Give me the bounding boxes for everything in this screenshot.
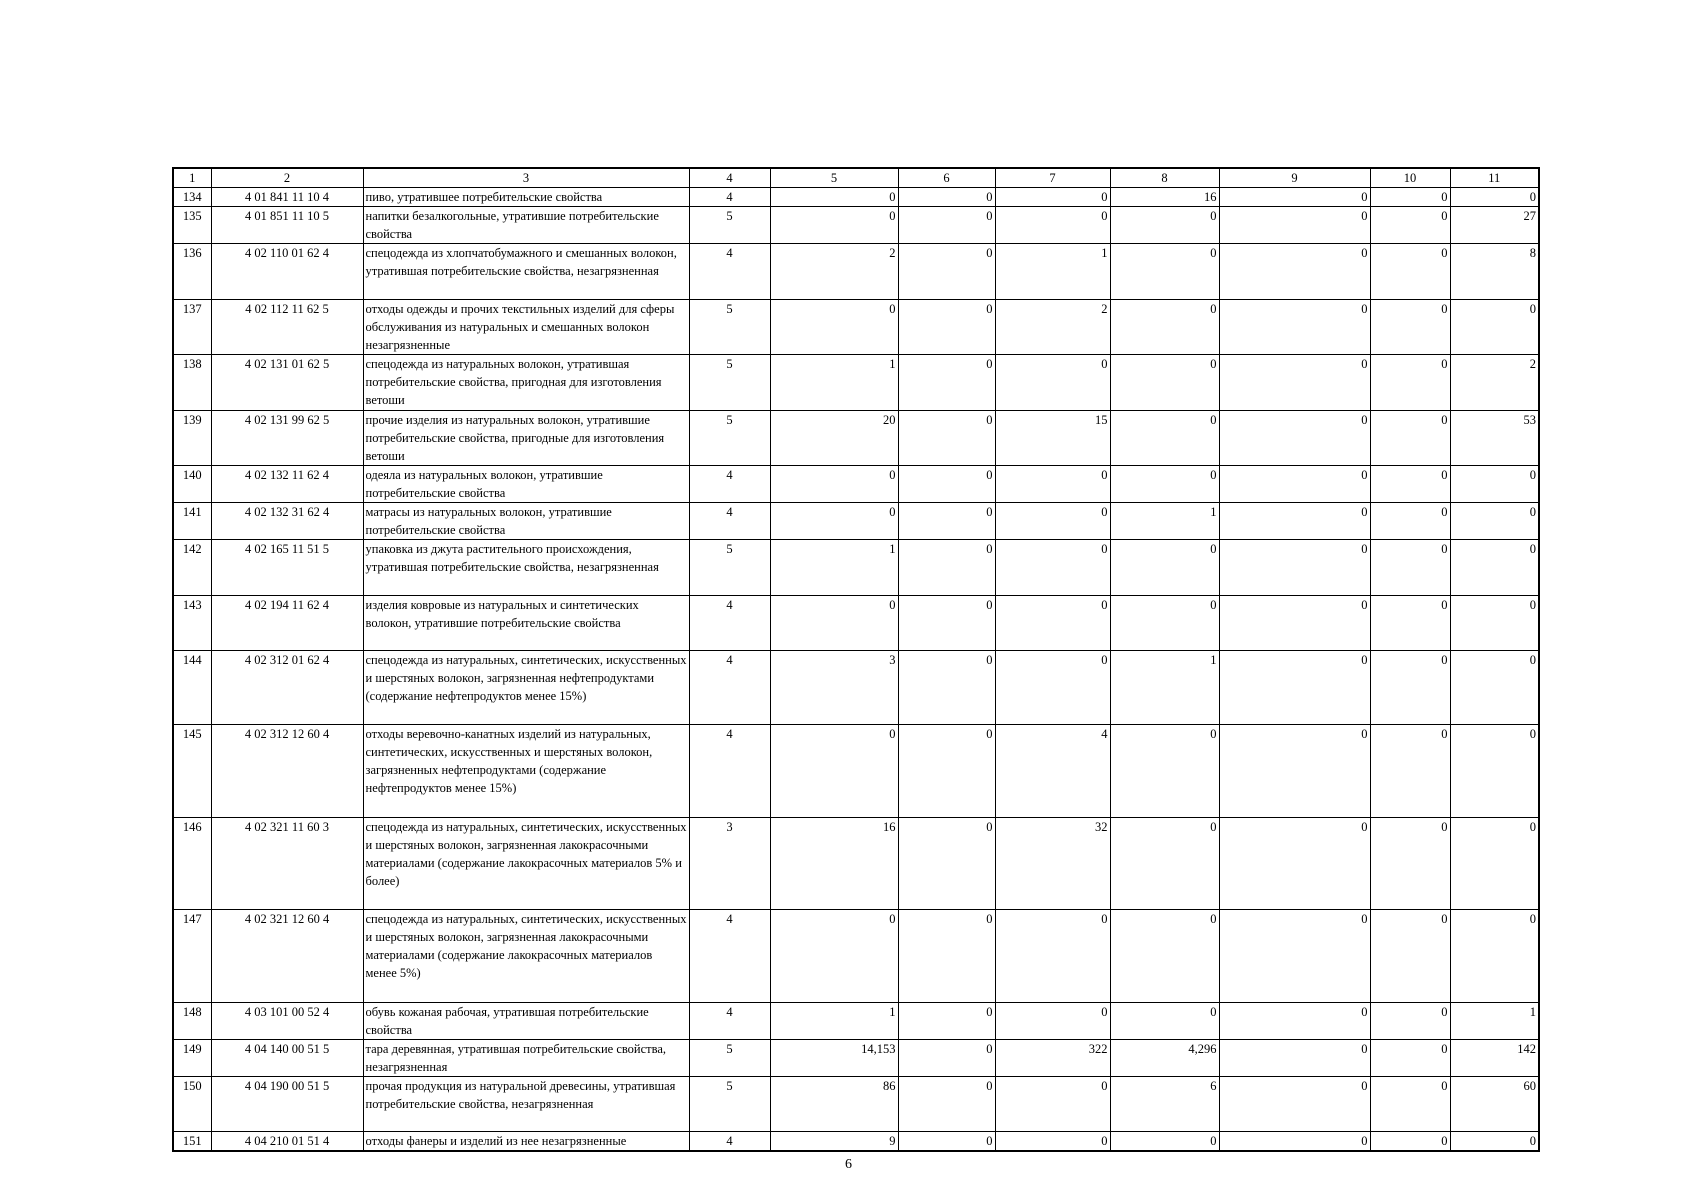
value-10-cell: 0 — [1370, 299, 1450, 355]
row-number-cell: 151 — [173, 1132, 211, 1152]
value-6-cell: 0 — [898, 355, 995, 411]
value-6-cell: 0 — [898, 188, 995, 207]
row-number-cell: 150 — [173, 1076, 211, 1132]
hazard-class-cell: 5 — [689, 207, 770, 244]
table-row — [173, 188, 1539, 207]
value-6-cell: 0 — [898, 651, 995, 725]
waste-name-cell: обувь кожаная рабочая, утратившая потребительские свойства — [363, 1002, 689, 1039]
value-9-cell: 0 — [1219, 503, 1370, 540]
table-row — [173, 244, 1539, 300]
value-10-cell: 0 — [1370, 540, 1450, 596]
value-8-cell: 0 — [1110, 817, 1219, 910]
waste-name-cell: отходы фанеры и изделий из нее незагрязненные — [363, 1132, 689, 1152]
value-5-cell: 0 — [770, 595, 898, 651]
header-row — [173, 168, 1539, 188]
hazard-class-cell: 5 — [689, 299, 770, 355]
value-7-cell: 0 — [995, 207, 1110, 244]
value-9-cell: 0 — [1219, 299, 1370, 355]
waste-name-cell: спецодежда из натуральных, синтетических, искусственных и шерстяных волокон, загрязненная лакокрасочными материалами (содержание лакокрасочных материалов менее 5%) — [363, 910, 689, 1003]
row-number-cell: 137 — [173, 299, 211, 355]
value-7-cell: 0 — [995, 651, 1110, 725]
value-6-cell: 0 — [898, 503, 995, 540]
table-row — [173, 1076, 1539, 1132]
value-6-cell: 0 — [898, 910, 995, 1003]
waste-code-cell: 4 02 132 31 62 4 — [211, 503, 363, 540]
value-8-cell: 16 — [1110, 188, 1219, 207]
hazard-class-cell: 4 — [689, 1002, 770, 1039]
column-header: 1 — [173, 168, 211, 188]
value-7-cell: 0 — [995, 910, 1110, 1003]
value-8-cell: 0 — [1110, 244, 1219, 300]
value-9-cell: 0 — [1219, 1132, 1370, 1152]
value-7-cell: 0 — [995, 188, 1110, 207]
value-6-cell: 0 — [898, 1076, 995, 1132]
value-11-cell: 0 — [1450, 595, 1539, 651]
waste-name-cell: спецодежда из натуральных, синтетических, искусственных и шерстяных волокон, загрязненная лакокрасочными материалами (содержание лакокрасочных материалов 5% и более) — [363, 817, 689, 910]
hazard-class-cell: 5 — [689, 1076, 770, 1132]
waste-code-cell: 4 01 841 11 10 4 — [211, 188, 363, 207]
value-11-cell: 8 — [1450, 244, 1539, 300]
value-11-cell: 0 — [1450, 540, 1539, 596]
value-11-cell: 0 — [1450, 817, 1539, 910]
waste-name-cell: тара деревянная, утратившая потребительские свойства, незагрязненная — [363, 1039, 689, 1076]
row-number-cell: 140 — [173, 466, 211, 503]
waste-name-cell: изделия ковровые из натуральных и синтетических волокон, утратившие потребительские свойства — [363, 595, 689, 651]
value-5-cell: 0 — [770, 725, 898, 818]
value-8-cell: 0 — [1110, 1132, 1219, 1152]
value-5-cell: 14,153 — [770, 1039, 898, 1076]
value-10-cell: 0 — [1370, 1002, 1450, 1039]
hazard-class-cell: 4 — [689, 595, 770, 651]
value-6-cell: 0 — [898, 1132, 995, 1152]
value-10-cell: 0 — [1370, 595, 1450, 651]
value-5-cell: 0 — [770, 910, 898, 1003]
waste-name-cell: спецодежда из хлопчатобумажного и смешанных волокон, утратившая потребительские свойства, незагрязненная — [363, 244, 689, 300]
value-10-cell: 0 — [1370, 1076, 1450, 1132]
value-8-cell: 4,296 — [1110, 1039, 1219, 1076]
value-6-cell: 0 — [898, 207, 995, 244]
value-9-cell: 0 — [1219, 595, 1370, 651]
value-7-cell: 15 — [995, 410, 1110, 466]
table-row — [173, 299, 1539, 355]
value-8-cell: 0 — [1110, 466, 1219, 503]
hazard-class-cell: 4 — [689, 1132, 770, 1152]
value-6-cell: 0 — [898, 817, 995, 910]
waste-code-cell: 4 04 190 00 51 5 — [211, 1076, 363, 1132]
value-10-cell: 0 — [1370, 725, 1450, 818]
waste-name-cell: напитки безалкогольные, утратившие потребительские свойства — [363, 207, 689, 244]
value-9-cell: 0 — [1219, 466, 1370, 503]
table-row — [173, 540, 1539, 596]
waste-name-cell: прочая продукция из натуральной древесины, утратившая потребительские свойства, незагрязненная — [363, 1076, 689, 1132]
row-number-cell: 144 — [173, 651, 211, 725]
hazard-class-cell: 4 — [689, 244, 770, 300]
row-number-cell: 134 — [173, 188, 211, 207]
hazard-class-cell: 5 — [689, 540, 770, 596]
waste-table — [172, 167, 1540, 1152]
value-6-cell: 0 — [898, 725, 995, 818]
waste-code-cell: 4 02 312 12 60 4 — [211, 725, 363, 818]
table-row — [173, 1002, 1539, 1039]
row-number-cell: 139 — [173, 410, 211, 466]
waste-code-cell: 4 02 132 11 62 4 — [211, 466, 363, 503]
value-10-cell: 0 — [1370, 1132, 1450, 1152]
row-number-cell: 145 — [173, 725, 211, 818]
waste-name-cell: пиво, утратившее потребительские свойства — [363, 188, 689, 207]
value-8-cell: 0 — [1110, 299, 1219, 355]
value-5-cell: 0 — [770, 299, 898, 355]
column-header: 3 — [363, 168, 689, 188]
value-8-cell: 1 — [1110, 503, 1219, 540]
value-11-cell: 0 — [1450, 1132, 1539, 1152]
value-5-cell: 0 — [770, 188, 898, 207]
hazard-class-cell: 5 — [689, 1039, 770, 1076]
table-row — [173, 1039, 1539, 1076]
value-9-cell: 0 — [1219, 355, 1370, 411]
value-8-cell: 0 — [1110, 355, 1219, 411]
waste-name-cell: упаковка из джута растительного происхождения, утратившая потребительские свойства, незагрязненная — [363, 540, 689, 596]
value-10-cell: 0 — [1370, 503, 1450, 540]
value-8-cell: 0 — [1110, 540, 1219, 596]
waste-code-cell: 4 02 131 01 62 5 — [211, 355, 363, 411]
value-7-cell: 2 — [995, 299, 1110, 355]
column-header: 4 — [689, 168, 770, 188]
value-9-cell: 0 — [1219, 651, 1370, 725]
waste-code-cell: 4 04 210 01 51 4 — [211, 1132, 363, 1152]
column-header: 9 — [1219, 168, 1370, 188]
table-row — [173, 1132, 1539, 1152]
value-11-cell: 0 — [1450, 910, 1539, 1003]
table-row — [173, 651, 1539, 725]
column-header: 10 — [1370, 168, 1450, 188]
hazard-class-cell: 4 — [689, 466, 770, 503]
value-5-cell: 86 — [770, 1076, 898, 1132]
value-11-cell: 0 — [1450, 188, 1539, 207]
value-11-cell: 60 — [1450, 1076, 1539, 1132]
value-10-cell: 0 — [1370, 188, 1450, 207]
value-7-cell: 4 — [995, 725, 1110, 818]
value-11-cell: 2 — [1450, 355, 1539, 411]
value-11-cell: 27 — [1450, 207, 1539, 244]
row-number-cell: 147 — [173, 910, 211, 1003]
value-9-cell: 0 — [1219, 817, 1370, 910]
hazard-class-cell: 3 — [689, 817, 770, 910]
value-7-cell: 0 — [995, 540, 1110, 596]
value-5-cell: 1 — [770, 540, 898, 596]
value-10-cell: 0 — [1370, 207, 1450, 244]
value-8-cell: 0 — [1110, 410, 1219, 466]
value-9-cell: 0 — [1219, 410, 1370, 466]
value-5-cell: 1 — [770, 355, 898, 411]
value-11-cell: 0 — [1450, 503, 1539, 540]
waste-code-cell: 4 02 131 99 62 5 — [211, 410, 363, 466]
value-6-cell: 0 — [898, 595, 995, 651]
waste-name-cell: прочие изделия из натуральных волокон, утратившие потребительские свойства, пригодные для изготовления ветоши — [363, 410, 689, 466]
value-11-cell: 0 — [1450, 466, 1539, 503]
value-7-cell: 1 — [995, 244, 1110, 300]
value-5-cell: 20 — [770, 410, 898, 466]
value-7-cell: 0 — [995, 1002, 1110, 1039]
row-number-cell: 148 — [173, 1002, 211, 1039]
value-5-cell: 0 — [770, 503, 898, 540]
value-9-cell: 0 — [1219, 188, 1370, 207]
table-row — [173, 725, 1539, 818]
value-7-cell: 0 — [995, 1132, 1110, 1152]
value-8-cell: 0 — [1110, 595, 1219, 651]
value-11-cell: 1 — [1450, 1002, 1539, 1039]
value-8-cell: 0 — [1110, 725, 1219, 818]
column-header: 2 — [211, 168, 363, 188]
value-7-cell: 32 — [995, 817, 1110, 910]
value-9-cell: 0 — [1219, 910, 1370, 1003]
value-7-cell: 0 — [995, 595, 1110, 651]
value-11-cell: 53 — [1450, 410, 1539, 466]
value-9-cell: 0 — [1219, 207, 1370, 244]
value-7-cell: 322 — [995, 1039, 1110, 1076]
value-8-cell: 1 — [1110, 651, 1219, 725]
waste-code-cell: 4 02 321 12 60 4 — [211, 910, 363, 1003]
value-9-cell: 0 — [1219, 1076, 1370, 1132]
value-6-cell: 0 — [898, 1002, 995, 1039]
value-8-cell: 0 — [1110, 910, 1219, 1003]
table-row — [173, 817, 1539, 910]
value-5-cell: 0 — [770, 466, 898, 503]
row-number-cell: 149 — [173, 1039, 211, 1076]
column-header: 8 — [1110, 168, 1219, 188]
waste-name-cell: спецодежда из натуральных волокон, утратившая потребительские свойства, пригодная для изготовления ветоши — [363, 355, 689, 411]
value-5-cell: 16 — [770, 817, 898, 910]
value-11-cell: 0 — [1450, 725, 1539, 818]
waste-name-cell: матрасы из натуральных волокон, утратившие потребительские свойства — [363, 503, 689, 540]
waste-code-cell: 4 03 101 00 52 4 — [211, 1002, 363, 1039]
value-9-cell: 0 — [1219, 1002, 1370, 1039]
column-header: 7 — [995, 168, 1110, 188]
hazard-class-cell: 4 — [689, 910, 770, 1003]
table-row — [173, 355, 1539, 411]
value-9-cell: 0 — [1219, 540, 1370, 596]
value-5-cell: 0 — [770, 207, 898, 244]
value-8-cell: 0 — [1110, 207, 1219, 244]
waste-name-cell: отходы веревочно-канатных изделий из натуральных, синтетических, искусственных и шерстяных волокон, загрязненных нефтепродуктами (содержание нефтепродуктов менее 15%) — [363, 725, 689, 818]
value-10-cell: 0 — [1370, 817, 1450, 910]
value-6-cell: 0 — [898, 244, 995, 300]
value-9-cell: 0 — [1219, 244, 1370, 300]
row-number-cell: 142 — [173, 540, 211, 596]
waste-code-cell: 4 02 312 01 62 4 — [211, 651, 363, 725]
value-6-cell: 0 — [898, 410, 995, 466]
waste-name-cell: спецодежда из натуральных, синтетических, искусственных и шерстяных волокон, загрязненная нефтепродуктами (содержание нефтепродуктов менее 15%) — [363, 651, 689, 725]
value-8-cell: 0 — [1110, 1002, 1219, 1039]
table-row — [173, 410, 1539, 466]
value-6-cell: 0 — [898, 540, 995, 596]
hazard-class-cell: 4 — [689, 188, 770, 207]
value-5-cell: 2 — [770, 244, 898, 300]
hazard-class-cell: 4 — [689, 725, 770, 818]
table-row — [173, 595, 1539, 651]
value-10-cell: 0 — [1370, 244, 1450, 300]
value-8-cell: 6 — [1110, 1076, 1219, 1132]
value-10-cell: 0 — [1370, 355, 1450, 411]
row-number-cell: 135 — [173, 207, 211, 244]
value-10-cell: 0 — [1370, 410, 1450, 466]
value-10-cell: 0 — [1370, 1039, 1450, 1076]
waste-code-cell: 4 02 112 11 62 5 — [211, 299, 363, 355]
waste-code-cell: 4 02 110 01 62 4 — [211, 244, 363, 300]
value-7-cell: 0 — [995, 355, 1110, 411]
row-number-cell: 138 — [173, 355, 211, 411]
table-row — [173, 910, 1539, 1003]
table-row — [173, 207, 1539, 244]
value-9-cell: 0 — [1219, 725, 1370, 818]
value-5-cell: 1 — [770, 1002, 898, 1039]
waste-code-cell: 4 02 321 11 60 3 — [211, 817, 363, 910]
waste-code-cell: 4 04 140 00 51 5 — [211, 1039, 363, 1076]
value-6-cell: 0 — [898, 299, 995, 355]
hazard-class-cell: 4 — [689, 651, 770, 725]
waste-name-cell: отходы одежды и прочих текстильных изделий для сферы обслуживания из натуральных и смешанных волокон незагрязненные — [363, 299, 689, 355]
value-5-cell: 9 — [770, 1132, 898, 1152]
value-10-cell: 0 — [1370, 651, 1450, 725]
table-row — [173, 466, 1539, 503]
row-number-cell: 146 — [173, 817, 211, 910]
waste-code-cell: 4 02 165 11 51 5 — [211, 540, 363, 596]
waste-code-cell: 4 01 851 11 10 5 — [211, 207, 363, 244]
row-number-cell: 136 — [173, 244, 211, 300]
value-7-cell: 0 — [995, 1076, 1110, 1132]
column-header: 11 — [1450, 168, 1539, 188]
waste-code-cell: 4 02 194 11 62 4 — [211, 595, 363, 651]
value-11-cell: 142 — [1450, 1039, 1539, 1076]
value-11-cell: 0 — [1450, 651, 1539, 725]
hazard-class-cell: 4 — [689, 503, 770, 540]
value-6-cell: 0 — [898, 466, 995, 503]
column-header: 5 — [770, 168, 898, 188]
value-7-cell: 0 — [995, 466, 1110, 503]
value-11-cell: 0 — [1450, 299, 1539, 355]
value-9-cell: 0 — [1219, 1039, 1370, 1076]
page-number: 6 — [845, 1157, 852, 1172]
value-10-cell: 0 — [1370, 910, 1450, 1003]
row-number-cell: 141 — [173, 503, 211, 540]
hazard-class-cell: 5 — [689, 410, 770, 466]
waste-name-cell: одеяла из натуральных волокон, утратившие потребительские свойства — [363, 466, 689, 503]
value-10-cell: 0 — [1370, 466, 1450, 503]
row-number-cell: 143 — [173, 595, 211, 651]
column-header: 6 — [898, 168, 995, 188]
value-5-cell: 3 — [770, 651, 898, 725]
value-6-cell: 0 — [898, 1039, 995, 1076]
table-row — [173, 503, 1539, 540]
value-7-cell: 0 — [995, 503, 1110, 540]
hazard-class-cell: 5 — [689, 355, 770, 411]
